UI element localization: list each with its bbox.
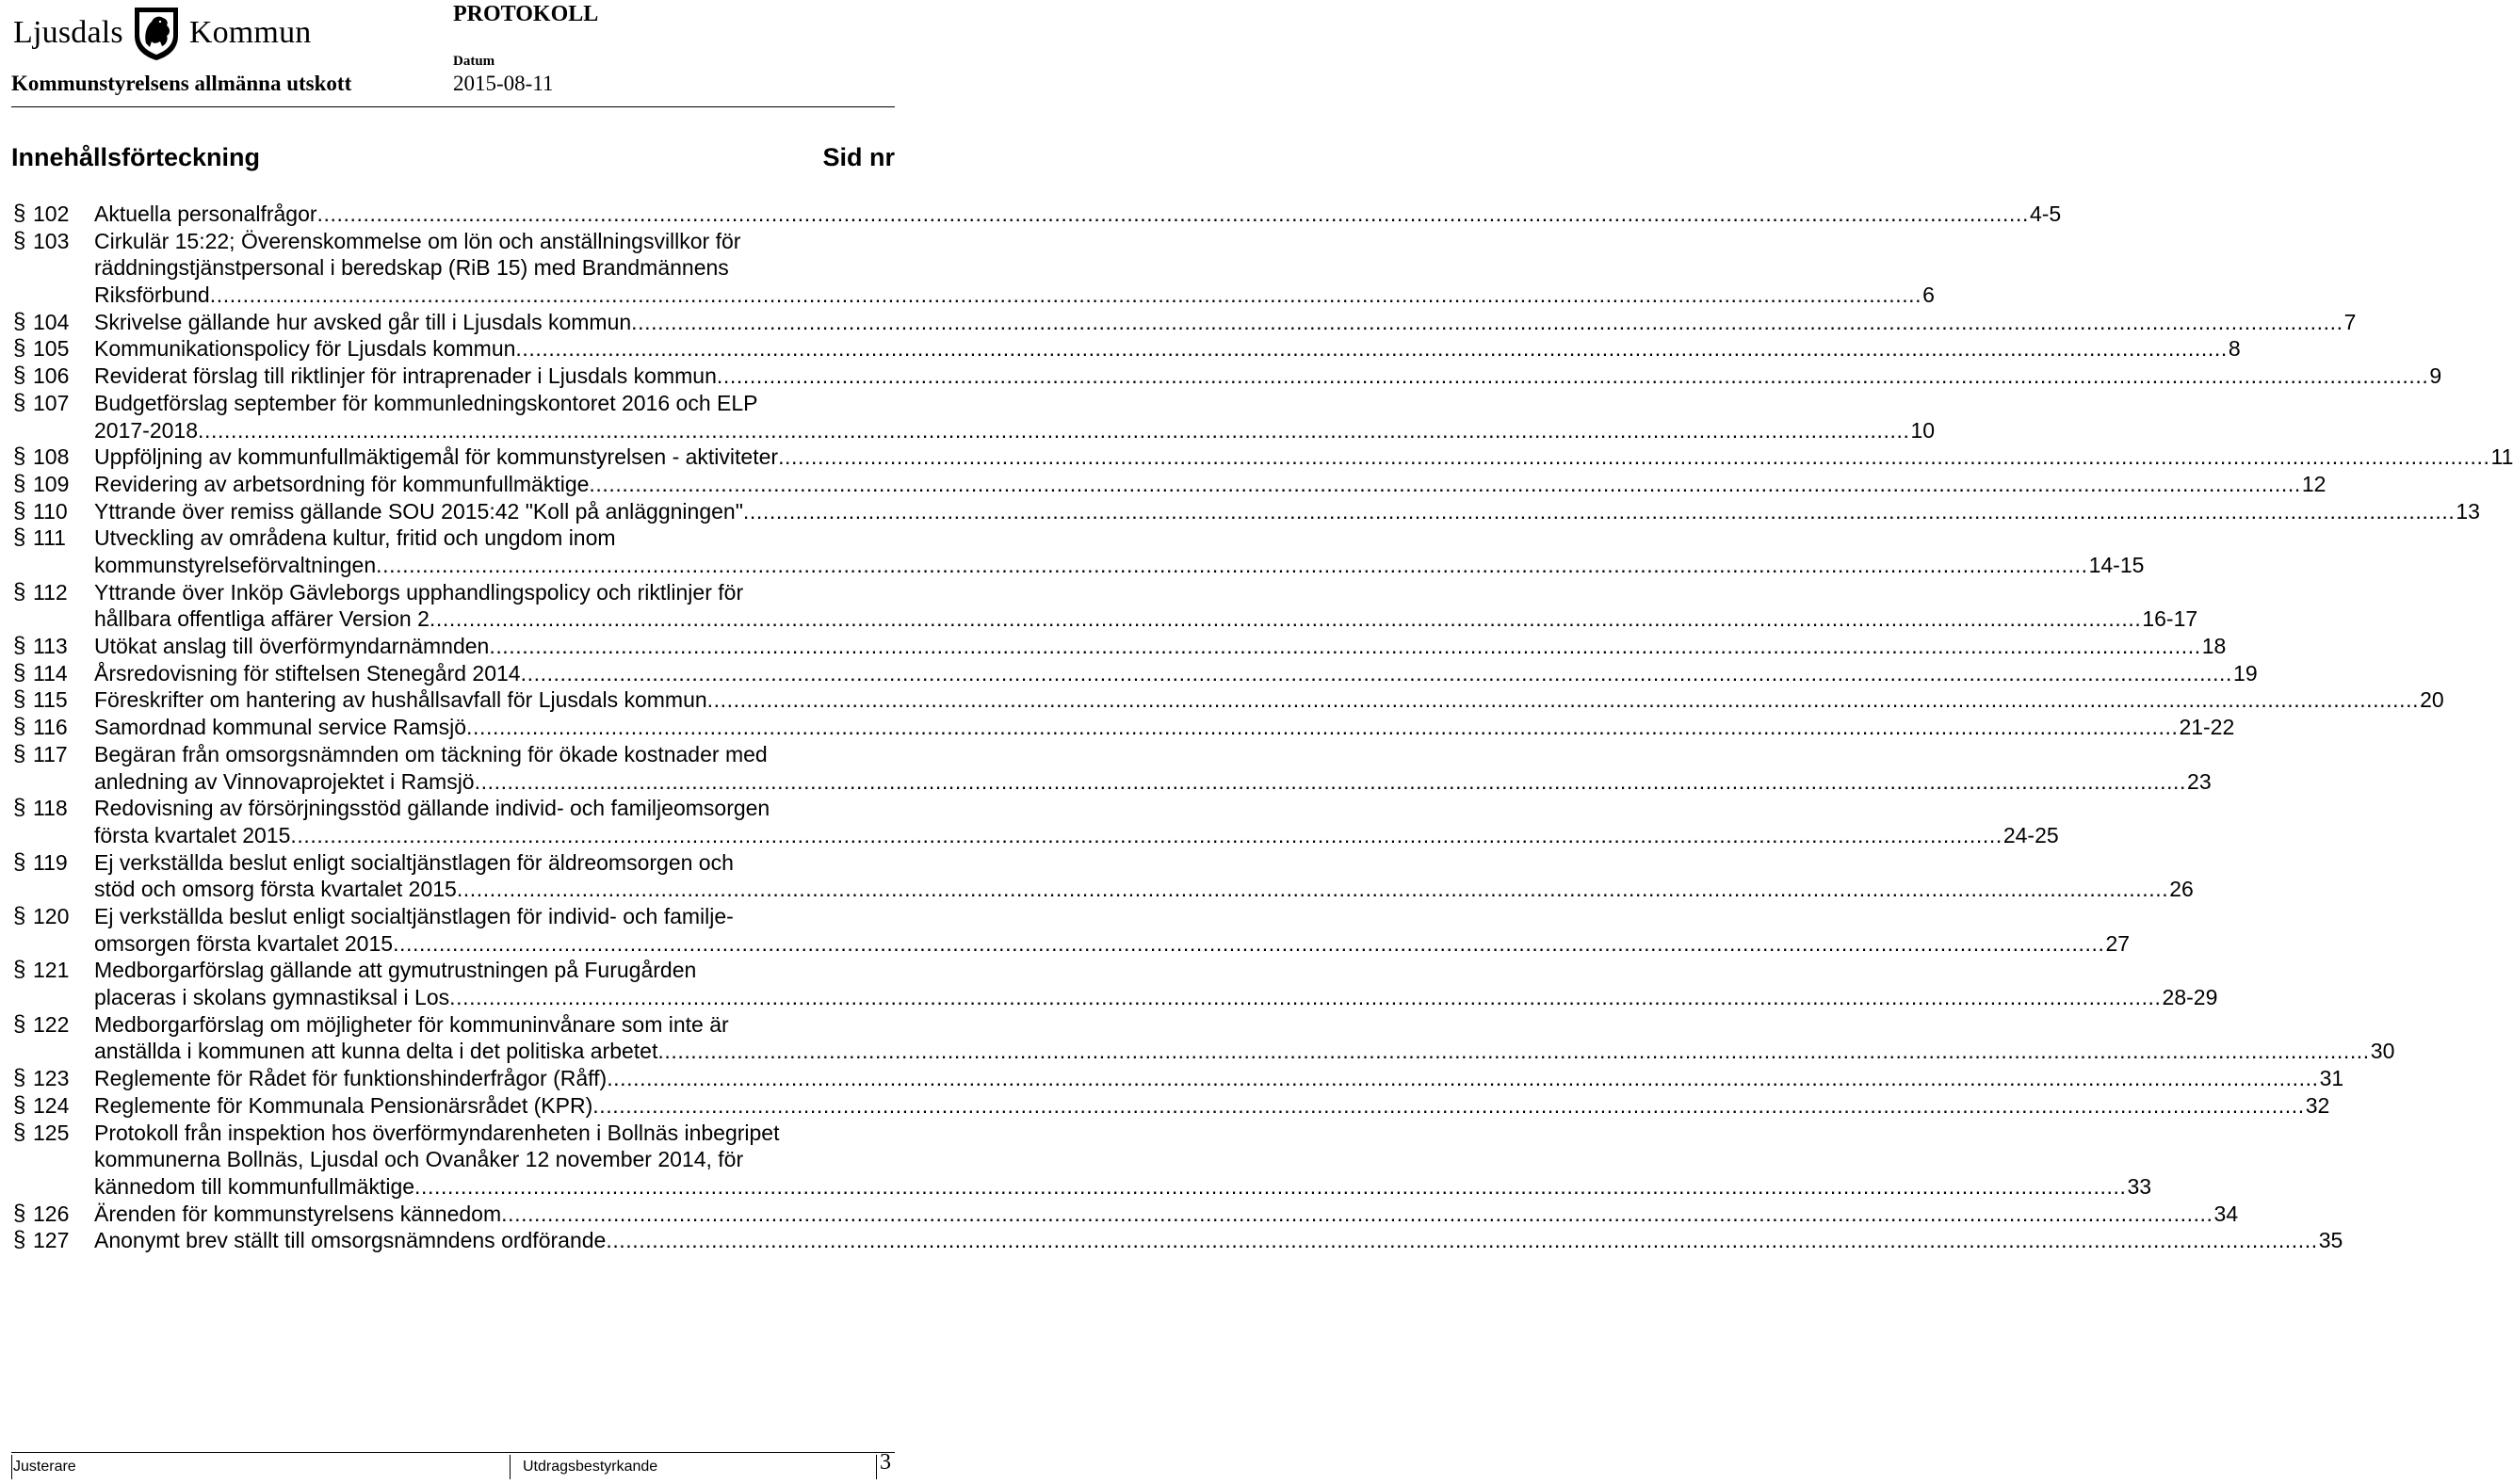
toc-entry-page: 23 <box>2187 768 2212 794</box>
toc-entry-line <box>94 390 895 417</box>
dot-leader: .................................................................................................................................................................................................................................................................... <box>515 336 2228 362</box>
toc-entry-title: Reglemente för Kommunala Pensionärsrådet (KPR) <box>94 1092 593 1118</box>
dot-leader: .................................................................................................................................................................................................................................................................... <box>716 363 2429 389</box>
toc-title: Innehållsförteckning <box>11 143 261 171</box>
toc-entry <box>0 903 2131 957</box>
toc-entry-line <box>94 849 895 877</box>
toc-entry-line <box>94 417 1936 444</box>
toc-entry-line <box>94 1227 2343 1254</box>
toc-entry-text <box>94 363 2442 390</box>
toc-entry-title: Budgetförslag september för kommunledningskontoret 2016 och ELP <box>94 390 758 415</box>
section-sign-icon: § <box>13 389 26 415</box>
section-sign-icon: § <box>13 903 26 928</box>
section-sign-icon: § <box>13 1119 26 1145</box>
toc-entry-text <box>94 498 2480 525</box>
section-sign-icon: § <box>13 659 26 686</box>
toc-entry-line <box>94 903 895 930</box>
toc-entry-page: 7 <box>2343 309 2357 334</box>
section-sign-icon: § <box>13 1065 26 1091</box>
section-sign-icon: § <box>13 740 26 766</box>
toc-entry <box>0 201 2062 228</box>
toc-entry-text <box>94 957 2218 1010</box>
toc-entry-title: Redovisning av försörjningsstöd gällande individ- och familjeomsorgen <box>94 796 770 821</box>
toc-entry-title: Protokoll från inspektion hos överförmyndarenheten i Bollnäs inbegripet <box>94 1120 780 1145</box>
toc-entry-title: Ej verkställda beslut enligt socialtjänstlagen för individ- och familje- <box>94 904 734 928</box>
toc-entry-text <box>94 201 2062 228</box>
toc-entry-page: 30 <box>2370 1039 2395 1064</box>
document-type: PROTOKOLL <box>453 2 599 26</box>
section-sign-icon: § <box>13 1091 26 1118</box>
dot-leader: .................................................................................................................................................................................................................................................................... <box>290 822 2002 847</box>
section-sign-icon: § <box>13 957 26 983</box>
dot-leader: .................................................................................................................................................................................................................................................................... <box>316 202 2029 226</box>
page-number: 3 <box>880 1450 891 1475</box>
toc-entry <box>0 363 2442 390</box>
toc-entry-number: 111 <box>33 525 66 551</box>
section-sign-icon: § <box>13 444 26 470</box>
toc-entry-number: 119 <box>33 849 68 875</box>
toc-entry-title: Riksförbund <box>94 282 210 308</box>
toc-entry-number: 108 <box>33 444 70 470</box>
toc-entry-page: 11 <box>2490 444 2513 470</box>
toc-entry-page: 31 <box>2319 1066 2344 1091</box>
dot-leader: .................................................................................................................................................................................................................................................................... <box>742 498 2456 524</box>
toc-entry-title: Medborgarförslag gällande att gymutrustningen på Furugården <box>94 958 697 983</box>
section-sign-icon: § <box>13 308 26 334</box>
utdragsbestyrkande-label: Utdragsbestyrkande <box>523 1459 658 1475</box>
toc-entry-line <box>94 822 2059 849</box>
toc-entry-page: 27 <box>2105 930 2131 956</box>
justerare-label: Justerare <box>13 1459 76 1475</box>
toc-entry-page: 14-15 <box>2088 552 2145 577</box>
toc-entry-line <box>94 930 2131 958</box>
dot-leader: .................................................................................................................................................................................................................................................................... <box>489 634 2201 659</box>
section-sign-icon: § <box>13 795 26 821</box>
toc-entry-text <box>94 444 2513 471</box>
toc-entry-page: 6 <box>1922 282 1935 308</box>
toc-entry-line <box>94 876 2194 903</box>
dot-leader: .................................................................................................................................................................................................................................................................... <box>466 715 2179 740</box>
date-label: Datum <box>453 54 495 69</box>
dot-leader: .................................................................................................................................................................................................................................................................... <box>429 606 2142 632</box>
toc-entry-title: kommunerna Bollnäs, Ljusdal och Ovanåker 12 november 2014, för <box>94 1147 744 1172</box>
coat-of-arms-icon <box>131 4 182 62</box>
dot-leader: .................................................................................................................................................................................................................................................................... <box>414 1173 2127 1199</box>
toc-entry <box>0 1091 2330 1120</box>
toc-entry-line <box>94 1201 2239 1228</box>
toc-entry-number: 117 <box>33 741 68 766</box>
section-sign-icon: § <box>13 227 26 253</box>
section-sign-icon: § <box>13 470 26 496</box>
toc-entry-text <box>94 849 2194 903</box>
toc-entry-text <box>94 714 2235 741</box>
dot-leader: .................................................................................................................................................................................................................................................................... <box>474 768 2187 794</box>
dot-leader: .................................................................................................................................................................................................................................................................... <box>606 1228 2318 1253</box>
toc-entry-number: 105 <box>33 336 70 362</box>
section-sign-icon: § <box>13 1227 26 1253</box>
toc-entry <box>0 714 2235 741</box>
toc-entry-text <box>94 903 2131 957</box>
toc-entry-text <box>94 471 2327 498</box>
toc-entry-number: 109 <box>33 471 70 496</box>
footer-divider <box>11 1452 895 1453</box>
toc-entry-number: 126 <box>33 1201 70 1226</box>
toc-entry-line <box>94 444 2513 471</box>
dot-leader: .................................................................................................................................................................................................................................................................... <box>449 985 2162 1010</box>
toc-entry-text <box>94 633 2227 660</box>
section-sign-icon: § <box>13 1200 26 1226</box>
toc-entry-line <box>94 254 895 282</box>
toc-entry-number: 125 <box>33 1120 70 1145</box>
dot-leader: .................................................................................................................................................................................................................................................................... <box>706 687 2420 713</box>
toc-entry <box>0 444 2513 471</box>
toc-entry-page: 10 <box>1910 417 1936 443</box>
toc-entry-line <box>94 282 1935 309</box>
toc-entry-title: kännedom till kommunfullmäktige <box>94 1173 415 1199</box>
dot-leader: .................................................................................................................................................................................................................................................................... <box>393 930 2105 956</box>
toc-entry-title: Begäran från omsorgsnämnden om täckning för ökade kostnader med <box>94 741 768 766</box>
toc-entry-text <box>94 1065 2344 1092</box>
dot-leader: .................................................................................................................................................................................................................................................................... <box>198 417 1910 443</box>
toc-entry <box>0 308 2357 336</box>
toc-entry <box>0 497 2480 525</box>
toc-entry-line <box>94 741 895 768</box>
toc-entry-number: 102 <box>33 202 70 226</box>
dot-leader: .................................................................................................................................................................................................................................................................... <box>657 1039 2370 1064</box>
toc-entry-line <box>94 686 2444 714</box>
toc-entry <box>0 633 2227 660</box>
toc-entry-line <box>94 552 2145 579</box>
toc-entry-page: 28-29 <box>2162 985 2218 1010</box>
toc-entry-title: Föreskrifter om hantering av hushållsavfall för Ljusdals kommun <box>94 687 707 713</box>
toc-entry-number: 124 <box>33 1092 70 1118</box>
toc-entry-line <box>94 660 2258 687</box>
toc-entry-text <box>94 1092 2330 1120</box>
toc-entry-line <box>94 201 2062 228</box>
toc-entry-title: räddningstjänstpersonal i beredskap (RiB 15) med Brandmännens <box>94 255 729 281</box>
toc-entry-text <box>94 228 1935 309</box>
toc-entry-page: 19 <box>2233 660 2258 686</box>
ljusdals-kommun-logo <box>13 4 311 62</box>
section-sign-icon: § <box>13 335 26 362</box>
toc-entry-text <box>94 524 2145 578</box>
toc-entry-line <box>94 633 2227 660</box>
toc-entry-title: 2017-2018 <box>94 417 198 443</box>
toc-entry-title: Utökat anslag till överförmyndarnämnden <box>94 634 490 659</box>
dot-leader: .................................................................................................................................................................................................................................................................... <box>376 552 2088 577</box>
toc-entry-text <box>94 579 2198 633</box>
toc-entry-title: Yttrande över remiss gällande SOU 2015:42 "Koll på anläggningen" <box>94 498 743 524</box>
toc-entry-line <box>94 795 895 822</box>
toc-entry-title: Medborgarförslag om möjligheter för kommuninvånare som inte är <box>94 1011 729 1037</box>
toc-entry-title: Utveckling av områdena kultur, fritid och ungdom inom <box>94 525 616 551</box>
toc-entry-line <box>94 1173 2152 1201</box>
toc-entry-text <box>94 795 2059 848</box>
section-sign-icon: § <box>13 524 26 551</box>
dot-leader: .................................................................................................................................................................................................................................................................... <box>589 471 2301 496</box>
toc-entry-line <box>94 957 895 984</box>
toc-entry-line <box>94 363 2442 390</box>
toc-entry-line <box>94 1092 2330 1120</box>
toc-entry-page: 32 <box>2305 1092 2330 1118</box>
toc-entry <box>0 1200 2239 1228</box>
section-sign-icon: § <box>13 714 26 740</box>
dot-leader: .................................................................................................................................................................................................................................................................... <box>209 282 1922 308</box>
toc-entry-page: 12 <box>2301 471 2327 496</box>
toc-entry-text <box>94 335 2241 363</box>
toc-entry-title: Ärenden för kommunstyrelsens kännedom <box>94 1201 502 1226</box>
toc-entry <box>0 524 2145 578</box>
logo-word-kommun: Kommun <box>188 15 312 50</box>
toc-entry <box>0 389 1936 444</box>
toc-entry <box>0 1119 2152 1201</box>
toc-entry-title: Anonymt brev ställt till omsorgsnämndens ordförande <box>94 1228 607 1253</box>
toc-entry-number: 110 <box>33 498 68 524</box>
toc-entry-line <box>94 984 2218 1011</box>
toc-entry <box>0 1065 2344 1092</box>
toc-entry-text <box>94 1227 2343 1254</box>
toc-entry-title: Reglemente för Rådet för funktionshinderfrågor (Råff) <box>94 1066 608 1091</box>
toc-entry-text <box>94 1201 2239 1228</box>
toc-entry-title: Aktuella personalfrågor <box>94 202 317 226</box>
toc-entry-text <box>94 686 2444 714</box>
toc-entry-page: 18 <box>2201 634 2227 659</box>
toc-entry-text <box>94 1120 2152 1201</box>
toc-entry-line <box>94 1065 2344 1092</box>
toc-entry-number: 120 <box>33 904 70 928</box>
toc-entry-title: Yttrande över Inköp Gävleborgs upphandlingspolicy och riktlinjer för <box>94 579 744 605</box>
toc-entry-number: 106 <box>33 363 70 389</box>
toc-entry-title: stöd och omsorg första kvartalet 2015 <box>94 877 457 902</box>
toc-entry <box>0 740 2212 795</box>
toc-entry-number: 118 <box>33 796 68 821</box>
toc-entry-line <box>94 471 2327 498</box>
toc-entry-page: 9 <box>2429 363 2442 389</box>
toc-entry <box>0 659 2258 687</box>
toc-entry-title: anledning av Vinnovaprojektet i Ramsjö <box>94 768 475 794</box>
toc-entry-line <box>94 1038 2395 1065</box>
dot-leader: .................................................................................................................................................................................................................................................................... <box>456 877 2169 902</box>
dot-leader: .................................................................................................................................................................................................................................................................... <box>520 660 2233 686</box>
toc-entry-number: 127 <box>33 1228 70 1253</box>
toc-entry-title: första kvartalet 2015 <box>94 822 291 847</box>
dot-leader: .................................................................................................................................................................................................................................................................... <box>607 1066 2319 1091</box>
toc-entry-title: Revidering av arbetsordning för kommunfullmäktige <box>94 471 590 496</box>
section-sign-icon: § <box>13 578 26 605</box>
toc-entry-text <box>94 390 1936 444</box>
toc-entry-number: 114 <box>33 660 68 686</box>
dot-leader: .................................................................................................................................................................................................................................................................... <box>592 1092 2305 1118</box>
toc-entry-text <box>94 309 2357 336</box>
committee-name: Kommunstyrelsens allmänna utskott <box>11 72 352 95</box>
toc-entry-title: placeras i skolans gymnastiksal i Los <box>94 985 450 1010</box>
section-sign-icon: § <box>13 201 26 226</box>
table-of-contents <box>0 201 2513 1254</box>
toc-entry-title: Samordnad kommunal service Ramsjö <box>94 715 466 740</box>
toc-entry-text <box>94 1011 2395 1065</box>
toc-entry-number: 104 <box>33 309 70 334</box>
toc-entry-page: 35 <box>2318 1228 2343 1253</box>
dot-leader: .................................................................................................................................................................................................................................................................... <box>501 1201 2213 1226</box>
toc-entry-number: 121 <box>33 958 70 983</box>
toc-entry-title: Skrivelse gällande hur avsked går till i Ljusdals kommun <box>94 309 632 334</box>
toc-entry-line <box>94 309 2357 336</box>
toc-entry <box>0 1010 2395 1065</box>
toc-entry-line <box>94 714 2235 741</box>
toc-entry-title: Cirkulär 15:22; Överenskommelse om lön och anställningsvillkor för <box>94 228 741 253</box>
toc-entry-page: 26 <box>2169 877 2194 902</box>
toc-entry <box>0 227 1935 309</box>
toc-entry <box>0 470 2327 498</box>
toc-entry-line <box>94 524 895 552</box>
toc-entry-page: 34 <box>2213 1201 2239 1226</box>
header-divider <box>11 106 895 107</box>
toc-entry-number: 103 <box>33 228 70 253</box>
section-sign-icon: § <box>13 686 26 713</box>
toc-entry <box>0 795 2059 848</box>
dot-leader: .................................................................................................................................................................................................................................................................... <box>631 309 2343 334</box>
toc-entry-line <box>94 1120 895 1147</box>
toc-entry <box>0 1227 2343 1254</box>
toc-entry <box>0 957 2218 1010</box>
toc-entry <box>0 686 2444 714</box>
toc-entry-page: 13 <box>2456 498 2480 524</box>
toc-entry-number: 116 <box>33 715 68 740</box>
toc-entry <box>0 335 2241 363</box>
toc-entry-line <box>94 335 2241 363</box>
toc-page-column-header: Sid nr <box>822 143 895 171</box>
toc-entry-line <box>94 768 2212 796</box>
toc-entry-text <box>94 660 2258 687</box>
toc-entry-line <box>94 1011 895 1039</box>
date-value: 2015-08-11 <box>453 72 554 95</box>
toc-entry-number: 123 <box>33 1066 70 1091</box>
toc-entry-page: 8 <box>2228 336 2241 362</box>
toc-entry-line <box>94 605 2198 633</box>
justerare-box <box>11 1455 502 1479</box>
toc-entry-page: 21-22 <box>2179 715 2235 740</box>
toc-entry-title: omsorgen första kvartalet 2015 <box>94 930 394 956</box>
toc-entry <box>0 578 2198 633</box>
toc-entry-number: 113 <box>33 634 68 659</box>
toc-entry-number: 122 <box>33 1011 70 1037</box>
section-sign-icon: § <box>13 633 26 659</box>
toc-entry-line <box>94 1146 895 1173</box>
toc-entry <box>0 848 2194 903</box>
toc-entry-line <box>94 498 2480 525</box>
logo-word-ljusdals: Ljusdals <box>13 15 123 50</box>
toc-entry-title: Reviderat förslag till riktlinjer för intraprenader i Ljusdals kommun <box>94 363 717 389</box>
section-sign-icon: § <box>13 848 26 875</box>
toc-entry-title: Ej verkställda beslut enligt socialtjänstlagen för äldreomsorgen och <box>94 849 734 875</box>
toc-entry-page: 24-25 <box>2002 822 2059 847</box>
toc-entry-title: hållbara offentliga affärer Version 2 <box>94 606 430 632</box>
section-sign-icon: § <box>13 363 26 389</box>
toc-entry-page: 20 <box>2420 687 2444 713</box>
toc-entry-text <box>94 741 2212 795</box>
section-sign-icon: § <box>13 497 26 524</box>
section-sign-icon: § <box>13 1010 26 1037</box>
toc-entry-title: anställda i kommunen att kunna delta i det politiska arbetet <box>94 1039 658 1064</box>
dot-leader: .................................................................................................................................................................................................................................................................... <box>778 444 2490 470</box>
toc-entry-line <box>94 228 895 255</box>
toc-entry-page: 4-5 <box>2029 202 2062 226</box>
toc-entry-page: 33 <box>2127 1173 2152 1199</box>
toc-entry-line <box>94 579 895 606</box>
toc-entry-number: 107 <box>33 390 70 415</box>
toc-entry-title: Årsredovisning för stiftelsen Stenegård 2014 <box>94 660 521 686</box>
toc-entry-title: Kommunikationspolicy för Ljusdals kommun <box>94 336 516 362</box>
toc-entry-title: kommunstyrelseförvaltningen <box>94 552 377 577</box>
toc-entry-number: 115 <box>33 687 68 713</box>
toc-entry-title: Uppföljning av kommunfullmäktigemål för kommunstyrelsen - aktiviteter <box>94 444 779 470</box>
toc-entry-number: 112 <box>33 579 68 605</box>
toc-entry-page: 16-17 <box>2142 606 2198 632</box>
